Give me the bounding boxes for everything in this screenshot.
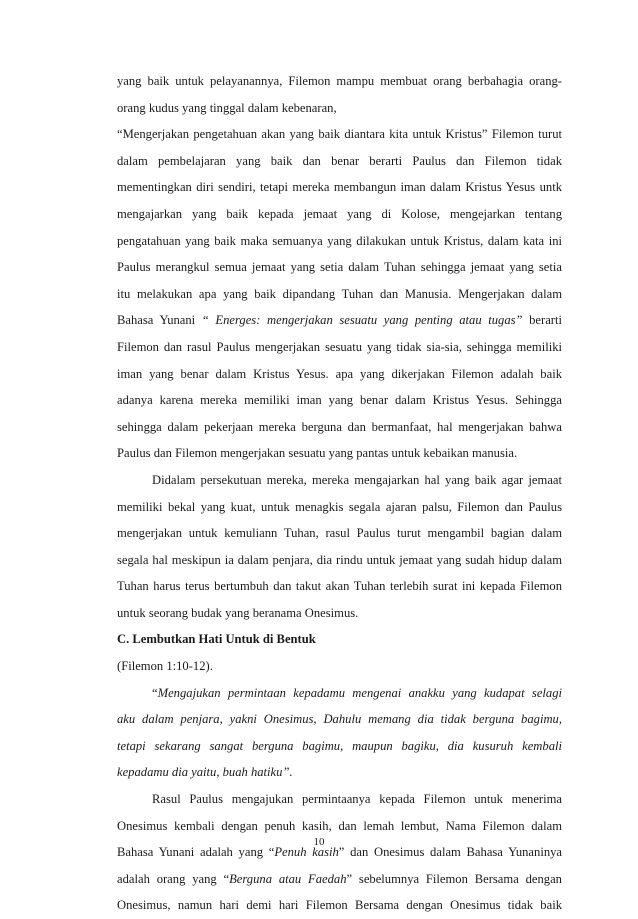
text-run: adalah orang yang “	[117, 871, 230, 886]
text-run: tetapi sekarang sangat berguna bagimu, maupun bagiku, dia kusuruh kembali	[117, 738, 562, 753]
text-run: Paulus merangkul semua jemaat yang setia dalam Tuhan sehingga jemaat yang setia	[117, 260, 562, 275]
text-line	[117, 494, 562, 521]
text-run: mengajarkan yang baik kepada jemaat yang di Kolose, mengejarkan tentang	[117, 206, 562, 221]
text-run: ” dan Onesimus dalam Bahasa Yunaninya	[338, 845, 562, 860]
text-run: aku dalam penjara, yakni Onesimus, Dahulu memang dia tidak berguna bagimu,	[117, 712, 562, 727]
text-line	[117, 174, 562, 201]
text-line	[117, 600, 562, 627]
text-run: “	[152, 685, 158, 700]
text-line	[117, 573, 562, 600]
text-run: ” sebelumnya Filemon Bersama dengan	[346, 871, 562, 886]
text-line	[117, 786, 562, 813]
text-run: mengerjakan untuk kemuliann Tuhan, rasul Paulus turut mengambil bagian dalam	[117, 526, 562, 541]
text-line	[117, 95, 562, 122]
text-run: Tuhan harus terus bertumbuh dan takut akan Tuhan terlebih surat ini kepada Filemon	[117, 579, 562, 594]
text-line	[117, 866, 562, 893]
text-line	[117, 759, 562, 786]
text-run: iman yang benar dalam Kristus Yesus. apa yang dikerjakan Filemon adalah baik	[117, 366, 562, 381]
text-line	[117, 121, 562, 148]
text-run: Penuh kasih	[274, 845, 339, 860]
text-line	[117, 680, 562, 707]
text-line	[117, 414, 562, 441]
text-line	[117, 733, 562, 760]
text-run: “ Energes: mengerjakan sesuatu yang penting atau tugas”	[201, 313, 523, 328]
text-run: (Filemon 1:10-12).	[117, 659, 213, 674]
text-run: berarti	[522, 313, 563, 328]
text-line	[117, 307, 562, 334]
text-line	[117, 68, 562, 95]
text-run: Bahasa Yunani adalah yang “	[117, 845, 275, 860]
text-run: Filemon dan rasul Paulus mengerjakan sesuatu yang tidak sia-sia, sehingga memiliki	[117, 339, 562, 354]
text-line	[117, 334, 562, 361]
text-line	[117, 201, 562, 228]
text-run: “Mengerjakan pengetahuan akan yang baik diantara kita untuk Kristus” Filemon turut	[117, 127, 562, 142]
text-run: orang kudus yang tinggal dalam kebenaran,	[117, 100, 337, 115]
text-line	[117, 892, 562, 919]
text-line	[117, 706, 562, 733]
text-line	[117, 387, 562, 414]
text-run: kepadamu dia yaitu, buah hatiku”.	[117, 765, 293, 780]
text-run: yang baik untuk pelayanannya, Filemon mampu membuat orang berbahagia orang-	[117, 74, 562, 88]
text-run: Paulus dan Filemon mengerjakan sesuatu yang pantas untuk kebaikan manusia.	[117, 446, 518, 461]
text-run: pengatahuan yang baik maka semuanya yang dilakukan untuk Kristus, dalam kata ini	[117, 233, 562, 248]
text-run: Rasul Paulus mengajukan permintaanya kepada Filemon untuk menerima	[152, 792, 562, 807]
text-run: Berguna atau Faedah	[229, 871, 347, 886]
text-line	[117, 254, 562, 281]
text-line	[117, 361, 562, 388]
text-line	[117, 148, 562, 175]
body-text	[117, 68, 562, 919]
text-run: Onesimus, namun hari demi hari Filemon Bersama dengan Onesimus tidak baik	[117, 898, 562, 913]
page-number: 10	[313, 836, 325, 848]
text-run: sehingga dalam pekerjaan mereka berguna dan bermanfaat, hal mengerjakan bahwa	[117, 419, 562, 434]
text-line	[117, 653, 562, 680]
text-line	[117, 228, 562, 255]
text-run: adanya karena mereka memiliki iman yang benar dalam Kristus Yesus. Sehingga	[117, 393, 562, 408]
text-run: memiliki bekal yang kuat, untuk menagkis segala ajaran palsu, Filemon dan Paulus	[117, 499, 562, 514]
text-line	[117, 520, 562, 547]
section-heading	[117, 626, 562, 653]
text-run: mementingkan diri sendiri, tetapi mereka membangun iman dalam Kristus Yesus untk	[117, 180, 562, 195]
text-run: itu melakukan apa yang baik dipandang Tuhan dan Manusia. Mengerjakan dalam	[117, 286, 562, 301]
text-line	[117, 467, 562, 494]
text-run: Bahasa Yunani	[117, 313, 202, 328]
text-run: dalam pembelajaran yang baik dan benar berarti Paulus dan Filemon tidak	[117, 153, 562, 168]
text-run: C. Lembutkan Hati Untuk di Bentuk	[117, 632, 316, 647]
text-run: Didalam persekutuan mereka, mereka mengajarkan hal yang baik agar jemaat	[152, 472, 562, 487]
text-run: Mengajukan permintaan kepadamu mengenai anakku yang kudapat selagi	[157, 685, 562, 700]
text-run: segala hal meskipun ia dalam penjara, dia rindu untuk jemaat yang sudah hidup dalam	[117, 552, 562, 567]
text-line	[117, 281, 562, 308]
text-run: untuk seorang budak yang beranama Onesimus.	[117, 605, 359, 620]
text-line	[117, 440, 562, 467]
text-line	[117, 547, 562, 574]
text-run: Onesimus kembali dengan penuh kasih, dan lemah lembut, Nama Filemon dalam	[117, 818, 562, 833]
